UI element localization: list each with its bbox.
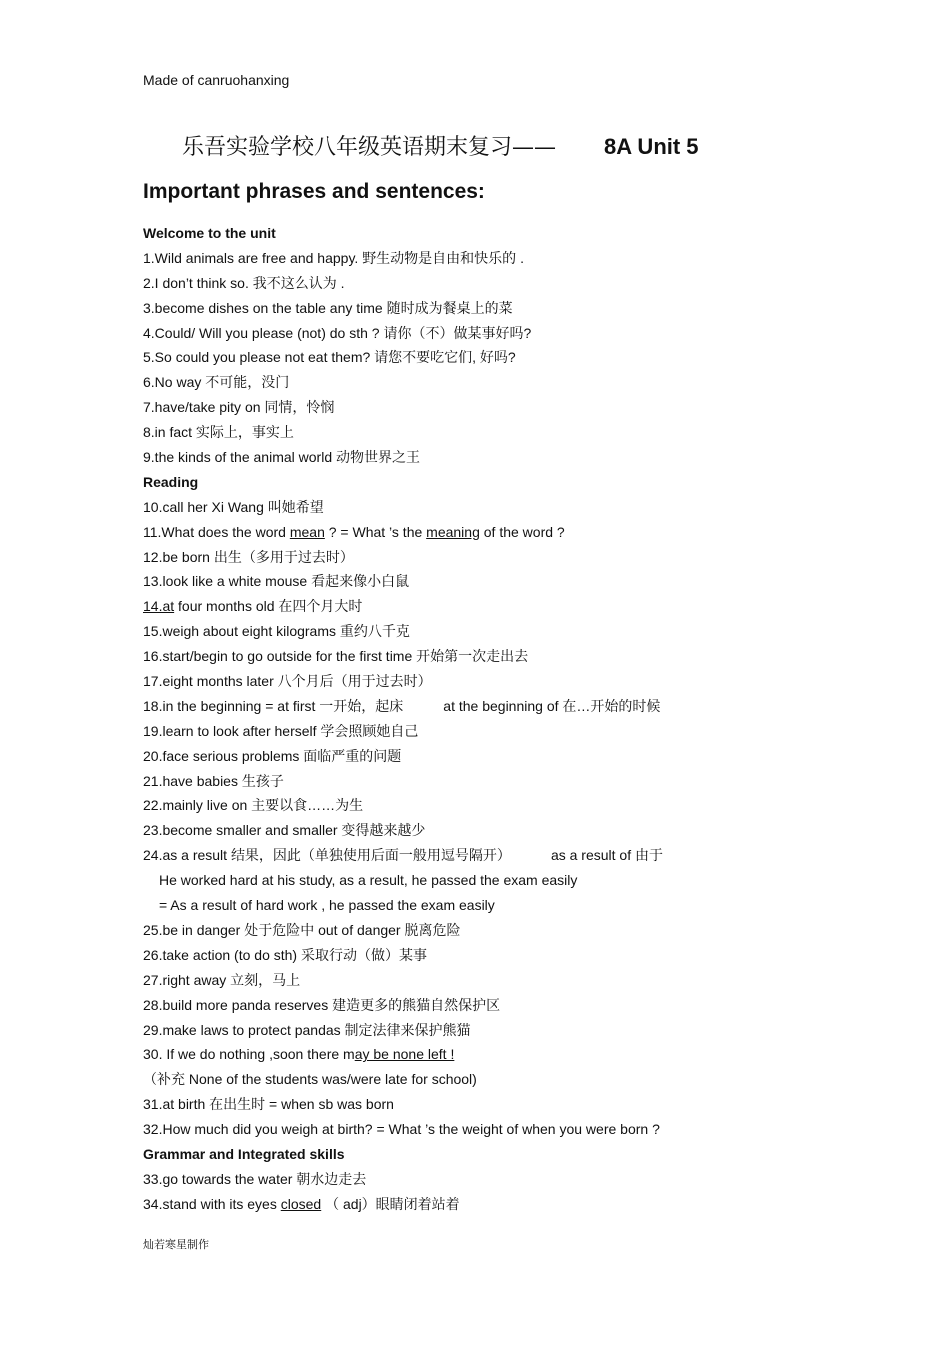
- section-heading: Important phrases and sentences:: [143, 180, 485, 203]
- list-item: [143, 520, 863, 545]
- list-item: [143, 1042, 863, 1067]
- list-item: 12.be born 出生（多用于过去时）: [143, 548, 354, 565]
- text-part: 30. If we do nothing ,soon there m: [143, 1046, 355, 1063]
- list-item: 32.How much did you weigh at birth? = What ’s the weight of when you were born ?: [143, 1121, 660, 1138]
- underlined-word: closed: [280, 1195, 322, 1212]
- underlined-word: meaning: [426, 523, 480, 540]
- list-item: [143, 594, 863, 619]
- text-part: at the beginning of 在…开始的时候: [443, 697, 661, 714]
- text-part: 18.in the beginning = at first 一开始，起床: [143, 697, 404, 714]
- text-part: ? = What ’s the: [324, 523, 427, 540]
- text-part: four months old 在四个月大时: [174, 598, 363, 615]
- list-item: 28.build more panda reserves 建造更多的熊猫自然保护区: [143, 996, 501, 1013]
- list-item: 33.go towards the water 朝水边走去: [143, 1170, 367, 1187]
- list-item: 9.the kinds of the animal world 动物世界之王: [143, 449, 420, 466]
- list-item: 20.face serious problems 面临严重的问题: [143, 747, 402, 764]
- list-item: 4.Could/ Will you please (not) do sth ? 请你（不）做某事好吗?: [143, 324, 532, 341]
- list-item: 1.Wild animals are free and happy. 野生动物是自由和快乐的 .: [143, 249, 524, 266]
- list-item: 2.I don’t think so. 我不这么认为 .: [143, 274, 345, 291]
- footer-note: 灿若寒星制作: [143, 1238, 209, 1251]
- list-item: 17.eight months later 八个月后（用于过去时）: [143, 673, 432, 690]
- underlined-word: ay be none left !: [354, 1046, 455, 1063]
- text-part: as a result of 由于: [550, 847, 663, 864]
- header-note: Made of canruohanxing: [143, 72, 290, 88]
- list-item: 8.in fact 实际上，事实上: [143, 424, 294, 441]
- list-item: 27.right away 立刻，马上: [143, 971, 301, 988]
- title-chinese: 乐吾实验学校八年级英语期末复习——: [182, 135, 557, 160]
- list-item: 16.start/begin to go outside for the first time 开始第一次走出去: [143, 648, 529, 665]
- text-part: of the word ?: [479, 523, 565, 540]
- list-item: 21.have babies 生孩子: [143, 772, 284, 789]
- text-part: （ adj）眼睛闭着站着: [321, 1195, 460, 1212]
- list-item: 3.become dishes on the table any time 随时成为餐桌上的菜: [143, 299, 513, 316]
- list-item: [143, 843, 863, 868]
- title-unit: 8A Unit 5: [604, 134, 699, 159]
- text-part: 24.as a result 结果，因此（单独使用后面一般用逗号隔开）: [143, 847, 511, 864]
- text-part: 34.stand with its eyes: [143, 1195, 281, 1212]
- list-item: 5.So could you please not eat them? 请您不要吃它们, 好吗?: [143, 349, 516, 366]
- list-item: 6.No way 不可能，没门: [143, 374, 290, 391]
- underlined-word: mean: [289, 523, 325, 540]
- page-title: [182, 130, 699, 161]
- list-item: 31.at birth 在出生时 = when sb was born: [143, 1096, 394, 1113]
- section-reading: Reading: [143, 473, 199, 490]
- example-sentence: He worked hard at his study, as a result, he passed the exam easily: [159, 872, 578, 889]
- phrase-list: [143, 221, 863, 1217]
- list-item: [143, 694, 863, 719]
- list-item: 22.mainly live on 主要以食……为生: [143, 797, 364, 814]
- list-item: 19.learn to look after herself 学会照顾她自己: [143, 722, 419, 739]
- text-part: 11.What does the word: [143, 523, 290, 540]
- list-item: 29.make laws to protect pandas 制定法律来保护熊猫: [143, 1021, 471, 1038]
- section-welcome: Welcome to the unit: [143, 225, 276, 241]
- list-item: 25.be in danger 处于危险中 out of danger 脱离危险: [143, 921, 461, 938]
- list-item: 7.have/take pity on 同情，怜悯: [143, 399, 335, 416]
- section-grammar: Grammar and Integrated skills: [143, 1145, 345, 1162]
- list-item: 13.look like a white mouse 看起来像小白鼠: [143, 573, 410, 590]
- list-item: 10.call her Xi Wang 叫她希望: [143, 498, 324, 515]
- list-item: 15.weigh about eight kilograms 重约八千克: [143, 623, 410, 640]
- example-sentence: = As a result of hard work , he passed the exam easily: [159, 897, 495, 914]
- list-item: 26.take action (to do sth) 采取行动（做）某事: [143, 946, 427, 963]
- supplement-note: （补充 None of the students was/were late for school): [143, 1071, 477, 1088]
- underlined-word: 14.at: [143, 598, 175, 615]
- list-item: [143, 1192, 863, 1217]
- list-item: 23.become smaller and smaller 变得越来越少: [143, 822, 426, 839]
